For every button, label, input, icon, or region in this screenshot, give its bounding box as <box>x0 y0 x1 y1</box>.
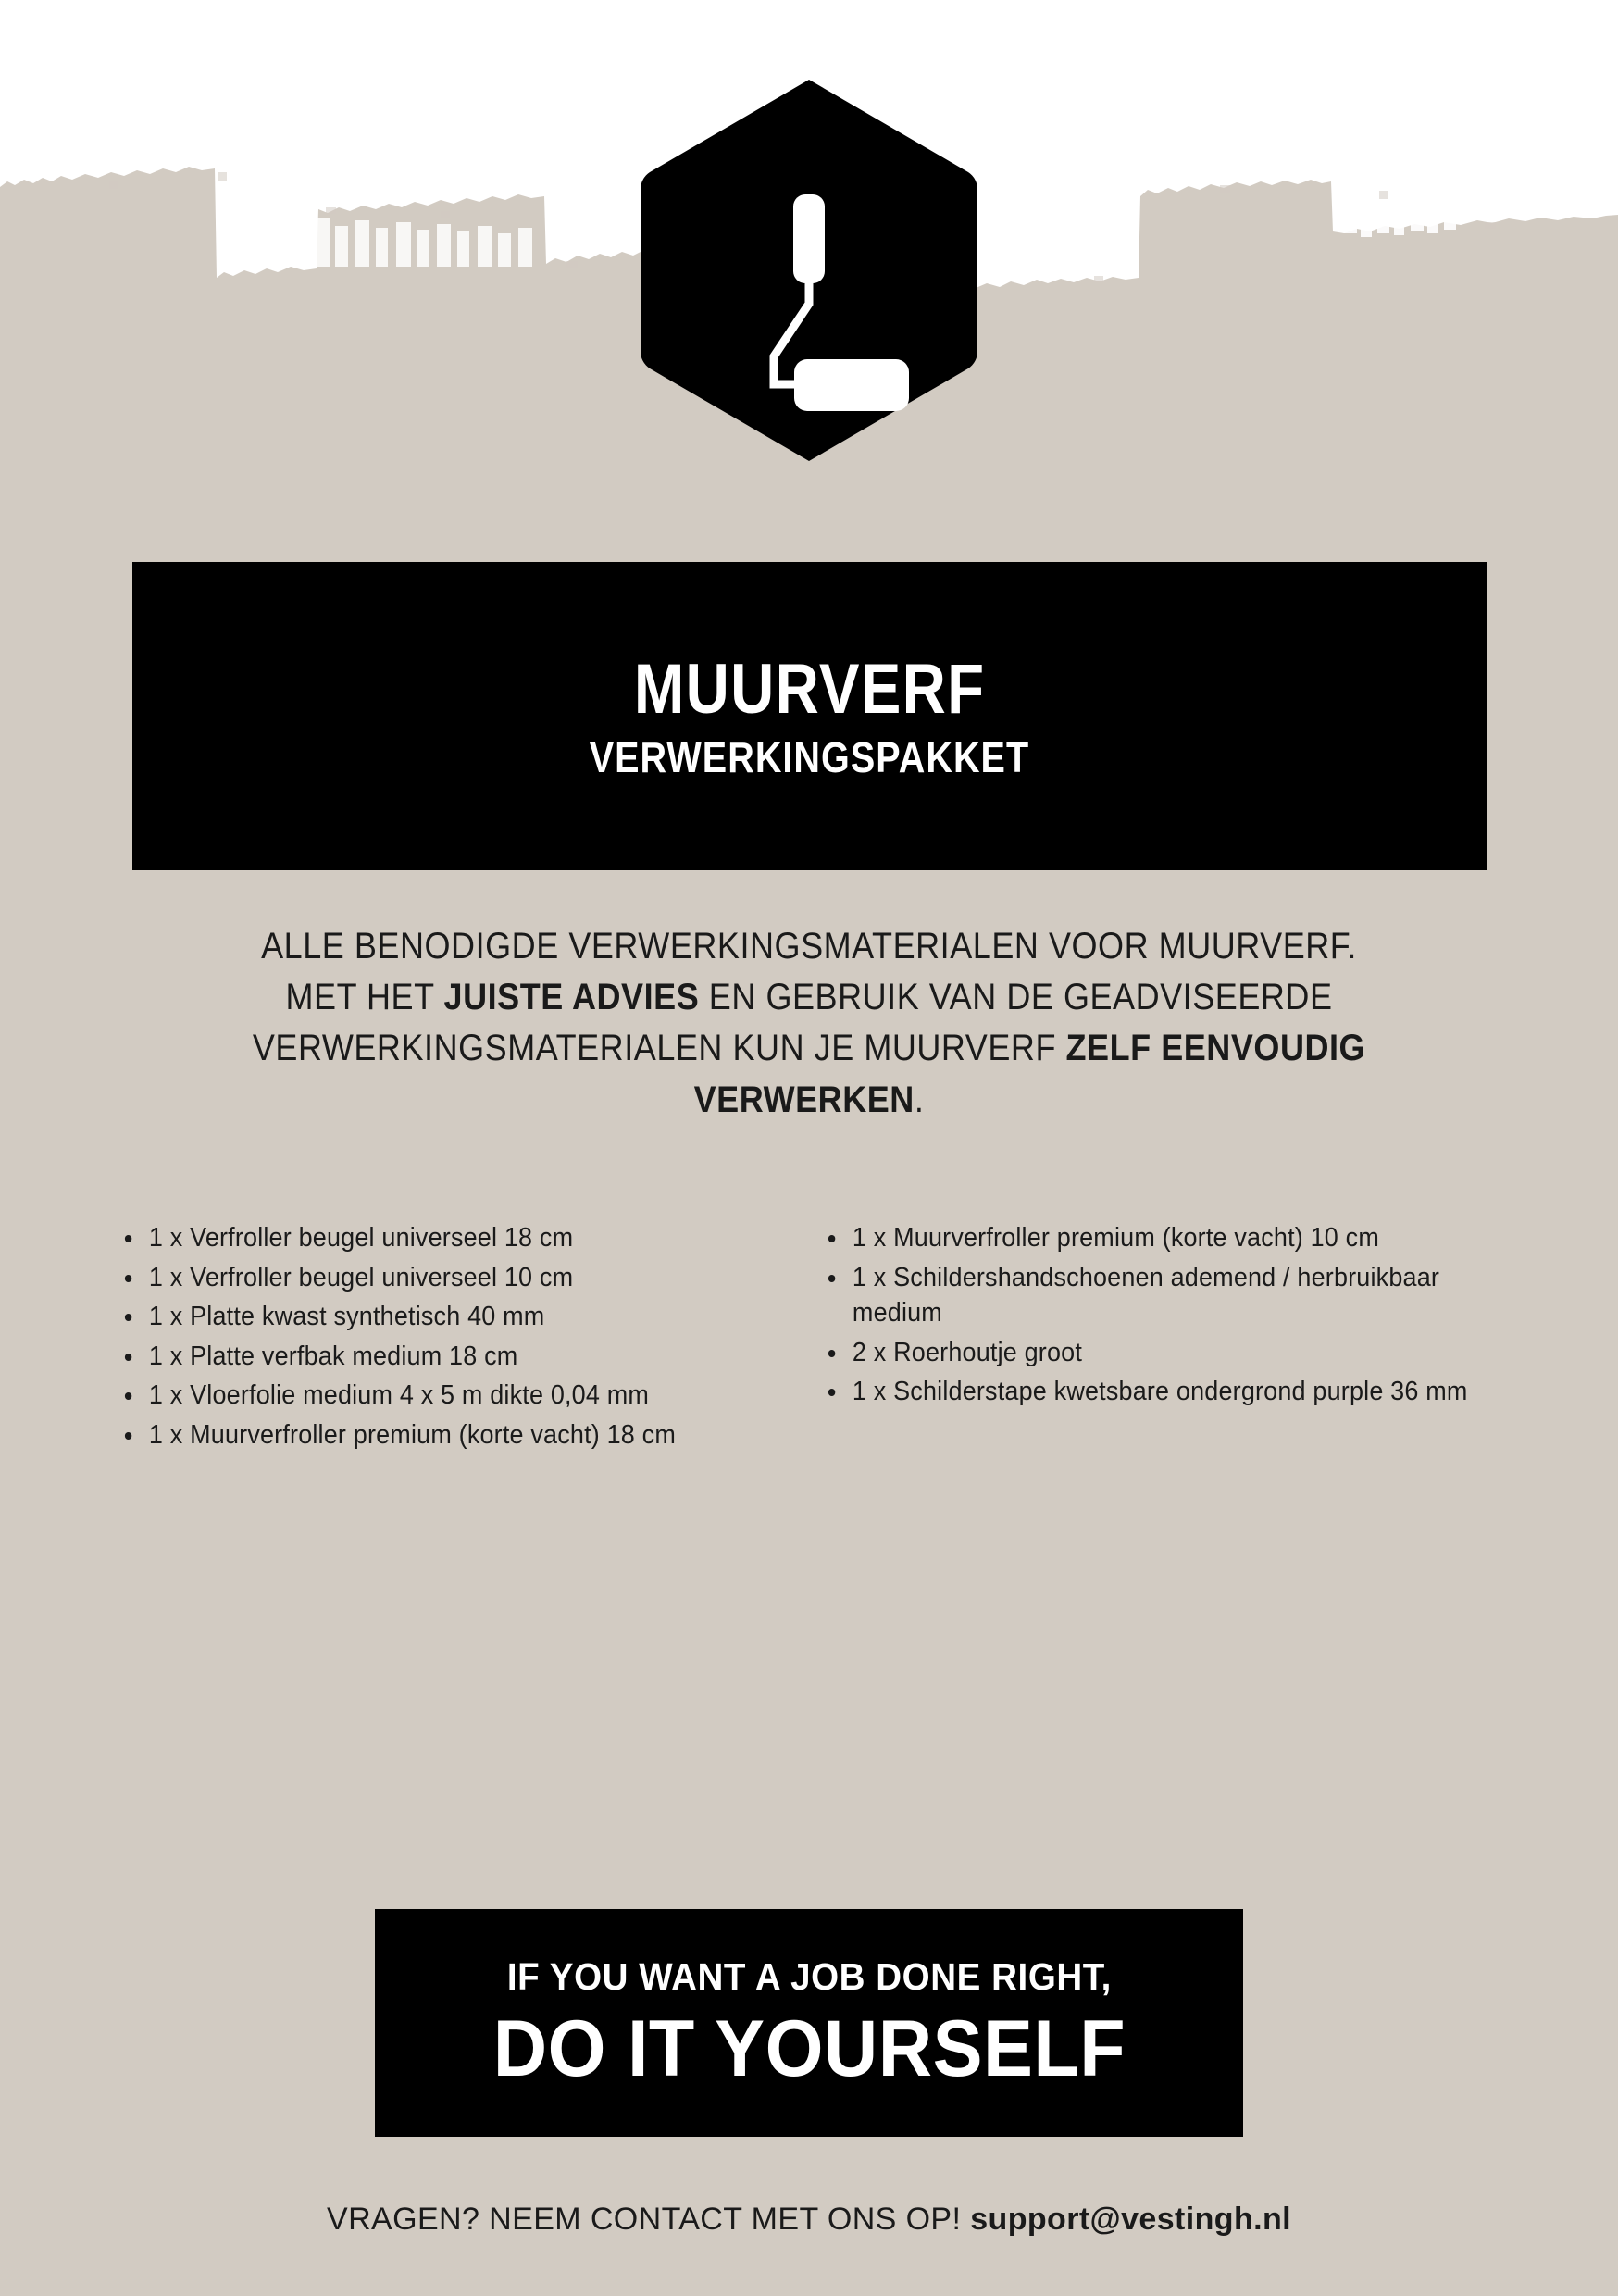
footer-contact <box>0 2202 1618 2238</box>
title-banner <box>132 562 1487 870</box>
footer-prompt: VRAGEN? NEEM CONTACT MET ONS OP! <box>327 2202 971 2237</box>
page-title: MUURVERF <box>633 649 986 729</box>
intro-emphasis-apply: VERWERKEN <box>693 1079 915 1120</box>
list-item: 1 x Muurverfroller premium (korte vacht) 18 cm <box>111 1417 765 1454</box>
intro-paragraph <box>197 921 1420 1126</box>
list-item: 1 x Verfroller beugel universeel 18 cm <box>111 1220 765 1256</box>
intro-line-2-pre: MET HET <box>285 977 444 1018</box>
package-contents <box>111 1220 1518 1456</box>
list-item: 1 x Verfroller beugel universeel 10 cm <box>111 1260 765 1296</box>
list-item: 1 x Platte kwast synthetisch 40 mm <box>111 1299 765 1335</box>
slogan-line-1: IF YOU WANT A JOB DONE RIGHT, <box>506 1954 1112 1998</box>
list-item: 1 x Schilderstape kwetsbare ondergrond purple 36 mm <box>815 1374 1469 1410</box>
intro-emphasis-easy: ZELF EENVOUDIG <box>1065 1028 1366 1069</box>
slogan-line-2: DO IT YOURSELF <box>492 2003 1126 2093</box>
page-subtitle: VERWERKINGSPAKKET <box>589 732 1030 781</box>
hexagon-paint-roller-icon <box>635 76 983 465</box>
slogan-banner <box>375 1909 1243 2137</box>
contents-left-column <box>111 1220 815 1456</box>
support-email[interactable]: support@vestingh.nl <box>970 2202 1291 2237</box>
list-item: 2 x Roerhoutje groot <box>815 1335 1469 1371</box>
intro-line-2-post: EN GEBRUIK VAN DE GEADVISEERDE <box>699 977 1333 1018</box>
contents-right-column <box>815 1220 1518 1456</box>
intro-line-4-post: . <box>914 1079 925 1120</box>
intro-line-1: ALLE BENODIGDE VERWERKINGSMATERIALEN VOOR MUURVERF. <box>261 926 1357 967</box>
list-item: 1 x Vloerfolie medium 4 x 5 m dikte 0,04 mm <box>111 1378 765 1414</box>
list-item: 1 x Platte verfbak medium 18 cm <box>111 1339 765 1375</box>
list-item: 1 x Muurverfroller premium (korte vacht) 10 cm <box>815 1220 1469 1256</box>
list-item: 1 x Schildershandschoenen ademend / herbruikbaar medium <box>815 1260 1469 1331</box>
intro-emphasis-advice: JUISTE ADVIES <box>443 977 700 1018</box>
intro-line-3-pre: VERWERKINGSMATERIALEN KUN JE MUURVERF <box>252 1028 1066 1069</box>
